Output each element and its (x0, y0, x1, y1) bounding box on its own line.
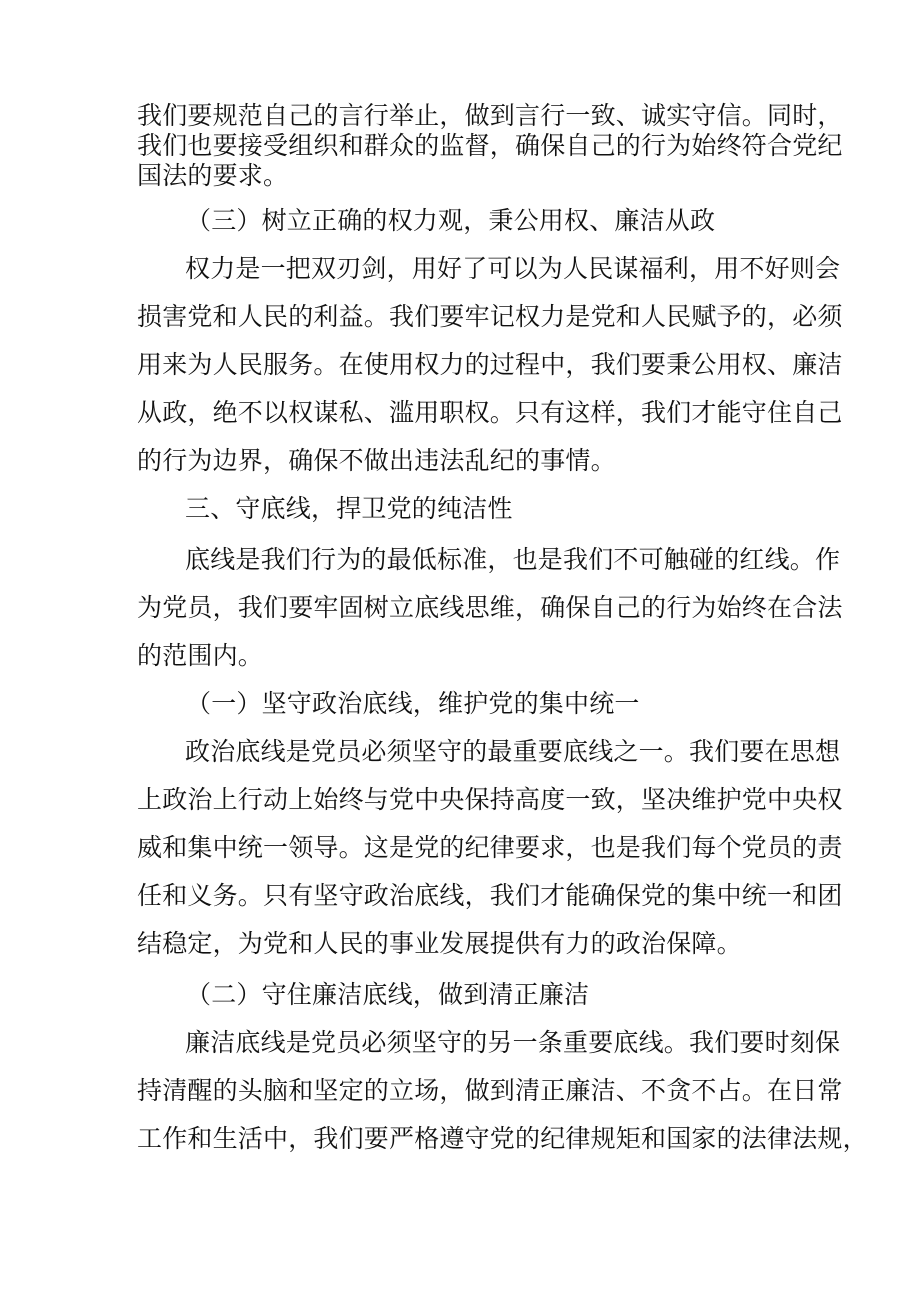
section-subheading: （一）坚守政治底线，维护党的集中统一 (186, 689, 640, 718)
paragraph-line: 廉洁底线是党员必须坚守的另一条重要底线。我们要时刻保 (185, 1028, 841, 1057)
section-subheading: （二）守住廉洁底线，做到清正廉洁 (186, 980, 590, 1009)
paragraph-line: 损害党和人民的利益。我们要牢记权力是党和人民赋予的，必须 (137, 302, 843, 331)
section-heading: 三、守底线，捍卫党的纯洁性 (185, 494, 513, 523)
paragraph-line: 权力是一把双刃剑，用好了可以为人民谋福利，用不好则会 (185, 254, 841, 283)
paragraph-line: 底线是我们行为的最低标准，也是我们不可触碰的红线。作 (185, 545, 841, 574)
paragraph-line: 我们要规范自己的言行举止，做到言行一致、诚实守信。同时， (137, 101, 843, 130)
paragraph-line: 工作和生活中，我们要严格遵守党的纪律规矩和国家的法律法规， (137, 1124, 868, 1153)
paragraph-line: 结稳定，为党和人民的事业发展提供有力的政治保障。 (137, 929, 742, 958)
paragraph-line: 上政治上行动上始终与党中央保持高度一致，坚决维护党中央权 (137, 785, 843, 814)
paragraph-line: 任和义务。只有坚守政治底线，我们才能确保党的集中统一和团 (137, 881, 843, 910)
paragraph-line: 国法的要求。 (137, 161, 289, 190)
section-subheading: （三）树立正确的权力观，秉公用权、廉洁从政 (186, 206, 716, 235)
paragraph-line: 的行为边界，确保不做出违法乱纪的事情。 (137, 446, 616, 475)
paragraph-line: 政治底线是党员必须坚守的最重要底线之一。我们要在思想 (185, 737, 841, 766)
paragraph-line: 威和集中统一领导。这是党的纪律要求，也是我们每个党员的责 (137, 833, 843, 862)
paragraph-line: 的范围内。 (137, 641, 264, 670)
paragraph-line: 用来为人民服务。在使用权力的过程中，我们要秉公用权、廉洁 (137, 350, 843, 379)
paragraph-line: 为党员，我们要牢固树立底线思维，确保自己的行为始终在合法 (137, 593, 843, 622)
paragraph-line: 持清醒的头脑和坚定的立场，做到清正廉洁、不贪不占。在日常 (137, 1076, 843, 1105)
paragraph-line: 从政，绝不以权谋私、滥用职权。只有这样，我们才能守住自己 (137, 398, 843, 427)
paragraph-line: 我们也要接受组织和群众的监督，确保自己的行为始终符合党纪 (137, 131, 843, 160)
